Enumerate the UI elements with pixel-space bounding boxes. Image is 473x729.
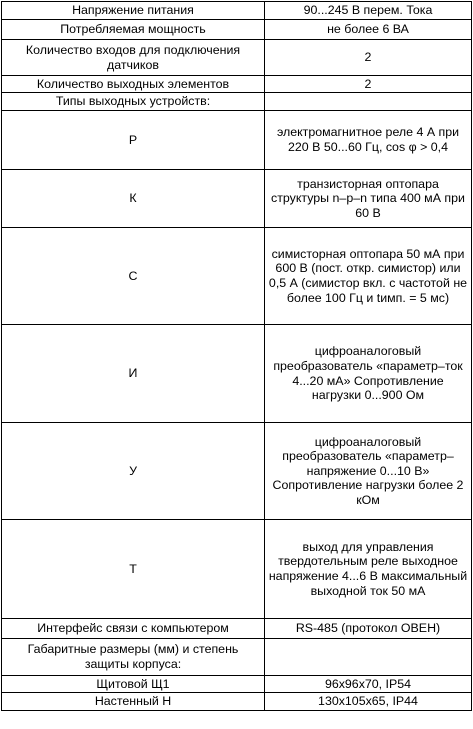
- parameter-cell: Потребляемая мощность: [2, 20, 265, 40]
- table-row: [2, 40, 472, 76]
- value-cell: симисторная оптопара 50 мА при 600 В (пост. откр. симистор) или 0,5 А (симистор вкл. с частотой не более 100 Гц и tимп. = 5 мс): [265, 228, 472, 325]
- parameter-cell: Типы выходных устройств:: [2, 93, 265, 111]
- parameter-cell: И: [2, 325, 265, 423]
- value-cell: электромагнитное реле 4 А при 220 В 50...60 Гц, cos φ > 0,4: [265, 111, 472, 170]
- table-row: [2, 676, 472, 693]
- table-row: [2, 111, 472, 170]
- value-cell: цифроаналоговый преобразователь «параметр–напряжение 0...10 В» Сопротивление нагрузки более 2 кОм: [265, 423, 472, 520]
- parameter-cell: Габаритные размеры (мм) и степень защиты корпуса:: [2, 639, 265, 676]
- value-cell: транзисторная оптопара структуры n–p–n типа 400 мА при 60 В: [265, 170, 472, 228]
- table-row: [2, 20, 472, 40]
- parameter-cell: Количество выходных элементов: [2, 76, 265, 93]
- parameter-cell: У: [2, 423, 265, 520]
- specifications-table: [1, 1, 472, 711]
- table-row: [2, 693, 472, 711]
- value-cell: не более 6 ВА: [265, 20, 472, 40]
- parameter-cell: С: [2, 228, 265, 325]
- table-row: [2, 170, 472, 228]
- parameter-cell: Р: [2, 111, 265, 170]
- parameter-cell: Настенный Н: [2, 693, 265, 711]
- table-row: [2, 639, 472, 676]
- value-cell: 130x105x65, IP44: [265, 693, 472, 711]
- table-row: [2, 93, 472, 111]
- value-cell: 2: [265, 76, 472, 93]
- specifications-table-body: [2, 2, 472, 711]
- table-row: [2, 423, 472, 520]
- table-row: [2, 228, 472, 325]
- parameter-cell: Количество входов для подключения датчиков: [2, 40, 265, 76]
- parameter-cell: К: [2, 170, 265, 228]
- parameter-cell: Интерфейс связи с компьютером: [2, 619, 265, 639]
- table-row: [2, 325, 472, 423]
- value-cell: 2: [265, 40, 472, 76]
- table-row: [2, 619, 472, 639]
- value-cell: [265, 93, 472, 111]
- parameter-cell: Напряжение питания: [2, 2, 265, 20]
- value-cell: [265, 639, 472, 676]
- value-cell: 90...245 В перем. Тока: [265, 2, 472, 20]
- value-cell: RS-485 (протокол ОВЕН): [265, 619, 472, 639]
- value-cell: выход для управления твердотельным реле выходное напряжение 4...6 В максимальный выходной ток 50 мА: [265, 520, 472, 619]
- table-row: [2, 520, 472, 619]
- table-row: [2, 76, 472, 93]
- value-cell: цифроаналоговый преобразователь «параметр–ток 4...20 мА» Сопротивление нагрузки 0...900 Ом: [265, 325, 472, 423]
- parameter-cell: Щитовой Щ1: [2, 676, 265, 693]
- table-row: [2, 2, 472, 20]
- parameter-cell: Т: [2, 520, 265, 619]
- value-cell: 96x96x70, IP54: [265, 676, 472, 693]
